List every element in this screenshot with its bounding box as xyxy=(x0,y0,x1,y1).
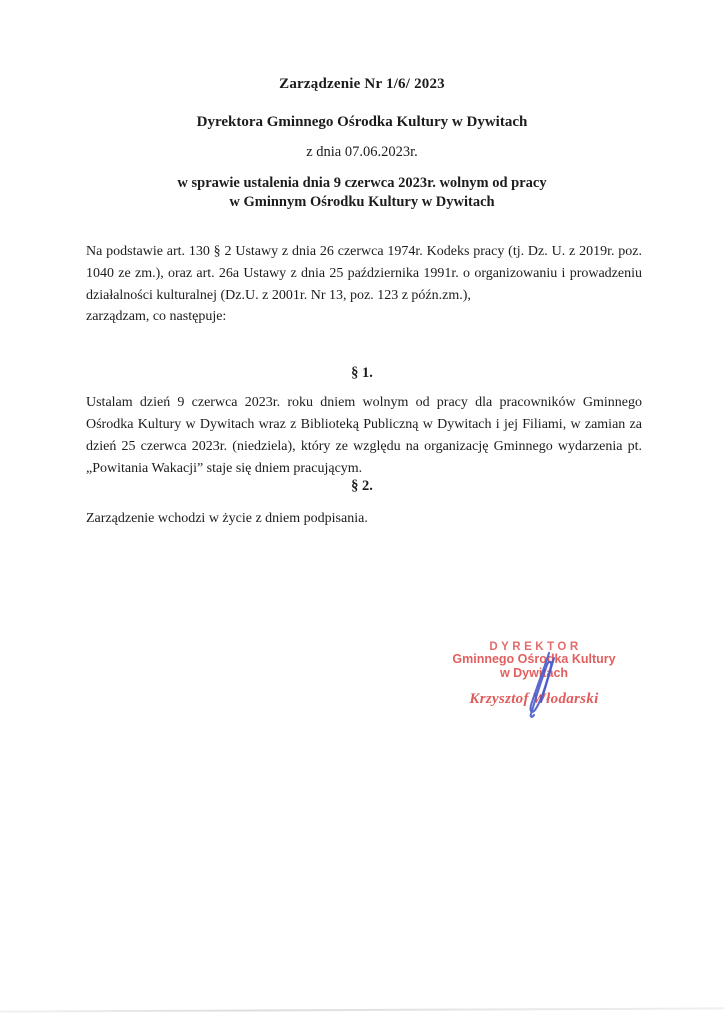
section-1-heading: § 1. xyxy=(351,365,373,381)
stamp-org-line-1: Gminnego Ośrodka Kultury xyxy=(452,652,616,666)
subject-line-2: w Gminnym Ośrodku Kultury w Dywitach xyxy=(229,194,495,210)
director-stamp xyxy=(444,641,624,708)
legal-basis-paragraph: Na podstawie art. 130 § 2 Ustawy z dnia 26 czerwca 1974r. Kodeks pracy (tj. Dz. U. z 2019r. poz. 1040 ze zm.), oraz art. 26a Ustawy z dnia 25 października 1991r. o organizowaniu i prowadzeniu działalności kulturalnej (Dz.U. z 2001r. Nr 13, poz. 123 z późn.zm.), xyxy=(86,244,642,303)
scan-edge-artifact xyxy=(0,1007,724,1012)
signer-name-stamp: Krzysztof Włodarski xyxy=(469,691,599,707)
ordinance-title: Zarządzenie Nr 1/6/ 2023 xyxy=(279,76,445,92)
section-2-paragraph: Zarządzenie wchodzi w życie z dniem podpisania. xyxy=(86,511,368,526)
section-1-paragraph: Ustalam dzień 9 czerwca 2023r. roku dniem wolnym od pracy dla pracowników Gminnego Ośrodka Kultury w Dywitach wraz z Biblioteką Publiczną w Dywitach i jej Filiami, w zamian za dzień 25 czerwca 2023r. (niedziela), który ze względu na organizację Gminnego wydarzenia pt. „Powitania Wakacji” staje się dniem pracującym. xyxy=(86,395,642,476)
section-2-heading: § 2. xyxy=(351,478,373,494)
subject-block xyxy=(0,174,724,212)
stamp-title: DYREKTOR xyxy=(489,641,582,653)
ordain-clause: zarządzam, co następuje: xyxy=(86,309,227,324)
stamp-org-line-2: w Dywitach xyxy=(499,665,569,680)
date-line: z dnia 07.06.2023r. xyxy=(306,144,418,160)
subject-line-1: w sprawie ustalenia dnia 9 czerwca 2023r. wolnym od pracy xyxy=(177,175,547,191)
issuer-line: Dyrektora Gminnego Ośrodka Kultury w Dywitach xyxy=(196,114,528,130)
